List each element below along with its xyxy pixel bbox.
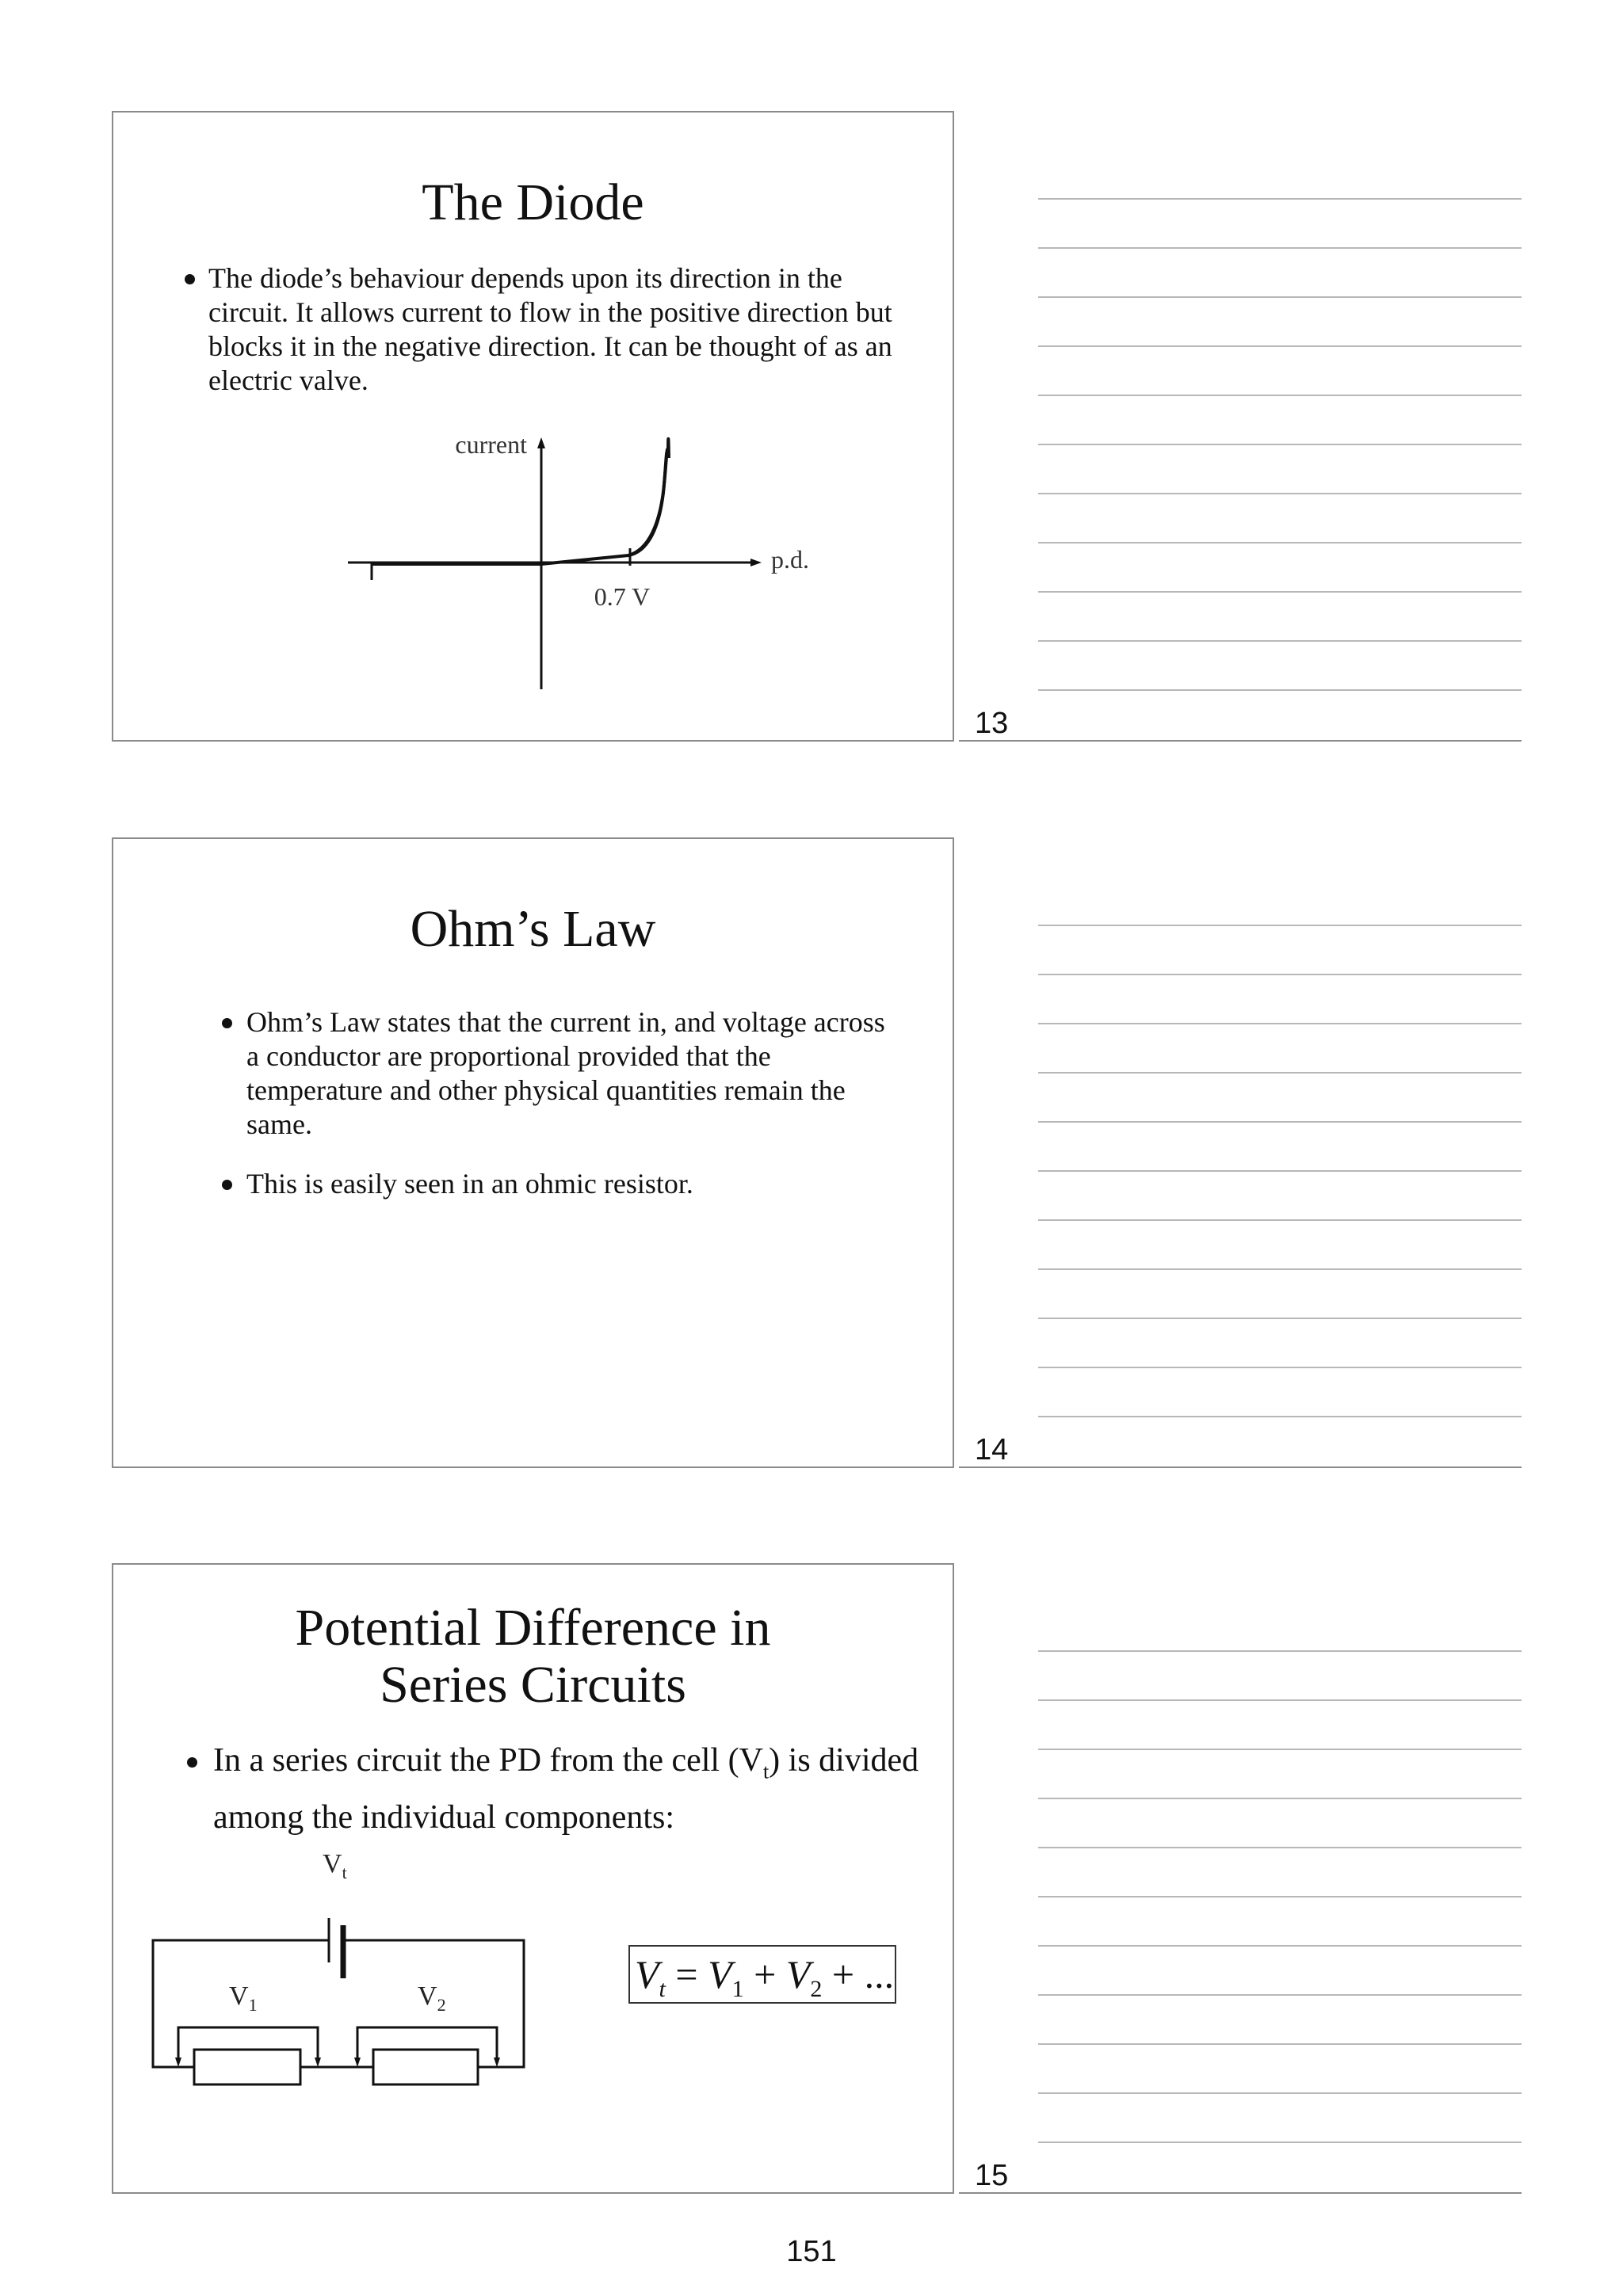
slide-number: 14 [975,1433,1009,1466]
slide-15-baseline [959,2192,1522,2194]
note-line [1038,974,1522,975]
note-line [1038,395,1522,396]
note-line [1038,1072,1522,1074]
note-line [1038,542,1522,543]
bullet-item: The diode’s behaviour depends upon its direction in the circuit. It allows current to flow in the positive direction but blocks it in the negative direction. It can be thought of as an electric valve. [208,261,906,398]
arrow [175,2058,181,2067]
diode-iv-graph [113,113,956,743]
slide-number: 15 [975,2159,1009,2192]
note-line [1038,591,1522,593]
slide-title: Potential Difference in Series Circuits [295,1599,771,1714]
bullet-list [246,1005,896,1226]
v2-label: $V_2$ [418,1981,446,2015]
arrow [315,2058,321,2067]
note-line [1038,1847,1522,1848]
note-line [1038,493,1522,494]
note-line [1038,2092,1522,2094]
y-axis-label: current [455,430,527,459]
iv-curve-rise [628,449,668,555]
arrow [354,2058,361,2067]
note-line [1038,1994,1522,1996]
note-line [1038,1318,1522,1319]
note-line [1038,1367,1522,1368]
note-line [1038,1268,1522,1270]
note-line [1038,198,1522,200]
note-line [1038,345,1522,347]
note-line [1038,1699,1522,1701]
note-line [1038,2142,1522,2143]
resistor-1 [194,2050,300,2084]
v1-label: $V_1$ [229,1981,258,2015]
note-line [1038,1170,1522,1172]
y-axis-arrow [537,437,545,448]
note-line [1038,1023,1522,1024]
slide-title: The Diode [422,174,644,231]
note-line [1038,640,1522,642]
note-line [1038,1219,1522,1221]
note-line [1038,296,1522,298]
slide-14-baseline [959,1466,1522,1468]
bullet-item: In a series circuit the PD from the cell $(V_t)$ is divided among the individual components: [213,1737,926,1840]
page-number: 151 [786,2235,837,2268]
x-axis-arrow [750,559,762,566]
slide-13-baseline [959,740,1522,742]
threshold-label: 0.7 V [594,582,651,611]
note-line [1038,1650,1522,1652]
series-circuit-diagram [113,1565,956,2195]
slide-13 [112,111,954,742]
note-line [1038,689,1522,691]
slide-14 [112,837,954,1468]
note-line [1038,1121,1522,1123]
slide-15 [112,1563,954,2194]
note-line [1038,1416,1522,1417]
arrow [494,2058,500,2067]
note-line [1038,247,1522,249]
bullet-item: Ohm’s Law states that the current in, and voltage across a conductor are proportional provided that the temperature and other physical quantities remain the same. [246,1005,896,1142]
resistor-2 [373,2050,478,2084]
note-line [1038,1896,1522,1897]
x-axis-label: p.d. [771,545,809,574]
note-line [1038,1945,1522,1947]
note-line [1038,1798,1522,1799]
note-line [1038,444,1522,445]
note-line [1038,1749,1522,1750]
series-pd-equation: $V_t = V_1 + V_2$ + ... [628,1945,896,2004]
bullet-item: This is easily seen in an ohmic resistor. [246,1167,896,1201]
slide-title: Ohm’s Law [410,900,656,958]
slide-number: 13 [975,707,1009,740]
note-line [1038,925,1522,926]
note-line [1038,2043,1522,2045]
cell-label: $V_t$ [323,1849,347,1882]
